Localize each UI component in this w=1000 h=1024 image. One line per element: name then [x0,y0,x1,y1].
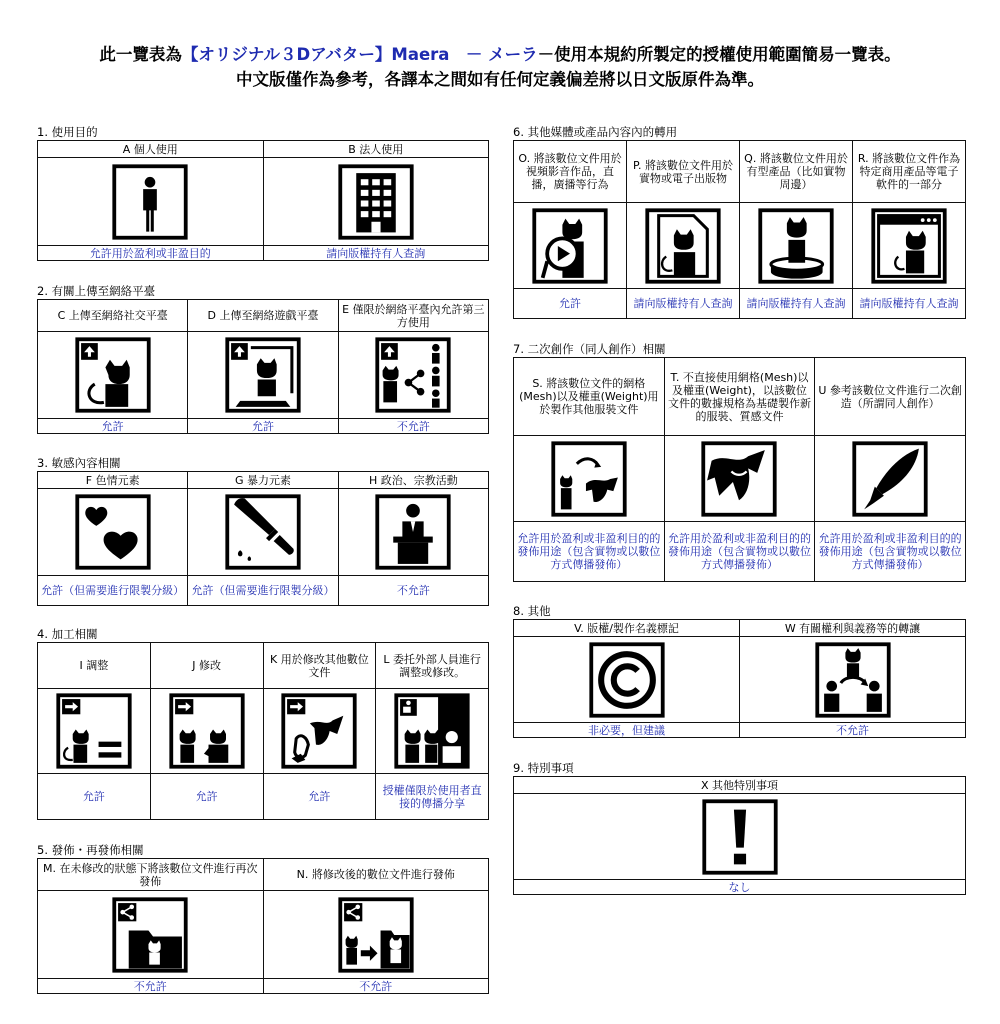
upload-social-icon [75,337,151,413]
section-processing [37,627,489,820]
answer-w: 不允許 [740,723,966,738]
section-title: 1. 使用目的 [37,125,98,139]
section-derivative [513,342,966,582]
answer-j: 允許 [150,774,263,820]
label-v: V. 版權/製作名義標記 [514,620,740,637]
section-upload [37,284,489,434]
section-title: 3. 敏感內容相關 [37,456,121,470]
section-distribution [37,843,489,994]
label-c: C 上傳至網絡社交平臺 [38,300,188,332]
outsource-icon [394,693,470,769]
answer-m: 不允許 [38,979,264,994]
media-table [513,140,966,319]
answer-t: 允許用於盈利或非盈利目的的發佈用途（包含實物或以數位方式傳播發佈） [664,522,815,582]
section-title: 4. 加工相關 [37,627,98,641]
answer-u: 允許用於盈利或非盈利目的的發佈用途（包含實物或以數位方式傳播發佈） [815,522,966,582]
processing-table [37,642,489,820]
mesh-clothing-icon [551,441,627,517]
figure-icon [758,208,834,284]
label-n: N. 將修改後的數位文件進行發佈 [263,859,489,891]
publication-icon [645,208,721,284]
modify-icon [169,693,245,769]
label-m: M. 在未修改的狀態下將該數位文件進行再次發佈 [38,859,264,891]
upload-game-icon [225,337,301,413]
answer-c: 允許 [38,419,188,434]
answer-x: なし [514,880,966,895]
hearts-icon [75,494,151,570]
label-s: S. 將該數位文件的網格(Mesh)以及權重(Weight)用於製作其他服裝文件 [514,358,665,436]
answer-k: 允許 [263,774,376,820]
answer-r: 請向版權持有人查詢 [853,289,966,319]
header-product-name: 【オリジナル３Dアバター】Maera － メーラ [181,45,538,64]
special-table [513,776,966,895]
section-other [513,604,966,738]
video-icon [532,208,608,284]
building-icon [338,164,414,240]
upload-table [37,299,489,434]
section-media-use [513,125,966,319]
software-icon [871,208,947,284]
section-title: 2. 有關上傳至網絡平臺 [37,284,156,298]
label-e: E 僅限於網絡平臺內允許第三方使用 [338,300,488,332]
redistribute-icon [112,897,188,973]
podium-icon [375,494,451,570]
header-suffix: －使用本規約所製定的授權使用範圍簡易一覽表。 [537,45,901,64]
section-special [513,761,966,895]
answer-v: 非必要，但建議 [514,723,740,738]
answer-h: 不允許 [338,576,488,606]
answer-e: 不允許 [338,419,488,434]
label-w: W 有關權利與義務等的轉讓 [740,620,966,637]
cloth-icon [701,441,777,517]
usage-table [37,140,489,261]
label-h: H 政治、宗教活動 [338,472,488,489]
section-title: 6. 其他媒體或產品內容內的轉用 [513,125,678,139]
answer-o: 允許 [514,289,627,319]
label-l: L 委托外部人員進行調整或修改。 [376,643,489,689]
distribution-table [37,858,489,994]
label-g: G 暴力元素 [188,472,338,489]
person-icon [112,164,188,240]
sensitive-table [37,471,489,606]
header-line-1 [0,43,1000,67]
pen-icon [852,441,928,517]
answer-g: 允許（但需要進行限製分級） [188,576,338,606]
answer-f: 允許（但需要進行限製分級） [38,576,188,606]
answer-d: 允許 [188,419,338,434]
answer-q: 請向版權持有人查詢 [740,289,853,319]
distribute-modified-icon [338,897,414,973]
section-title: 8. 其他 [513,604,551,618]
label-u: U 參考該數位文件進行二次創造（所謂同人創作） [815,358,966,436]
answer-p: 請向版權持有人查詢 [627,289,740,319]
copyright-icon [589,642,665,718]
derivative-table [513,357,966,582]
answer-s: 允許用於盈利或非盈利目的的發佈用途（包含實物或以數位方式傳播發佈） [514,522,665,582]
answer-b: 請向版權持有人查詢 [263,246,489,261]
label-k: K 用於修改其他數位文件 [263,643,376,689]
section-title: 9. 特別事項 [513,761,574,775]
section-usage-purpose [37,125,489,261]
modify-other-icon [281,693,357,769]
section-title: 7. 二次創作（同人創作）相關 [513,342,666,356]
header-prefix: 此一覽表為 [99,45,182,64]
answer-n: 不允許 [263,979,489,994]
label-b: B 法人使用 [263,141,489,158]
header-line-2: 中文版僅作為參考，各譯本之間如有任何定義偏差將以日文版原件為準。 [236,70,764,89]
section-sensitive [37,456,489,606]
label-t: T. 不直接使用網格(Mesh)以及權重(Weight)，以該數位文件的數據規格為基礎製作新的服裝、質感文件 [664,358,815,436]
answer-i: 允許 [38,774,151,820]
label-r: R. 將該數位文件作為特定商用產品等電子軟件的一部分 [853,141,966,203]
knife-icon [225,494,301,570]
answer-a: 允許用於盈利或非盈目的 [38,246,264,261]
answer-l: 授權僅限於使用者直接的傳播分享 [376,774,489,820]
label-j: J 修改 [150,643,263,689]
third-party-share-icon [375,337,451,413]
section-title: 5. 發佈・再發佈相關 [37,843,144,857]
label-f: F 色情元素 [38,472,188,489]
label-o: O. 將該數位文件用於視頻影音作品，直播，廣播等行為 [514,141,627,203]
label-i: I 調整 [38,643,151,689]
label-x: X 其他特別事項 [514,777,966,794]
transfer-icon [815,642,891,718]
exclamation-icon [702,799,778,875]
adjust-icon [56,693,132,769]
label-d: D 上傳至網絡遊戲平臺 [188,300,338,332]
label-a: A 個人使用 [38,141,264,158]
other-table [513,619,966,738]
label-p: P. 將該數位文件用於實物或電子出版物 [627,141,740,203]
label-q: Q. 將該數位文件用於有型產品（比如實物周邊） [740,141,853,203]
